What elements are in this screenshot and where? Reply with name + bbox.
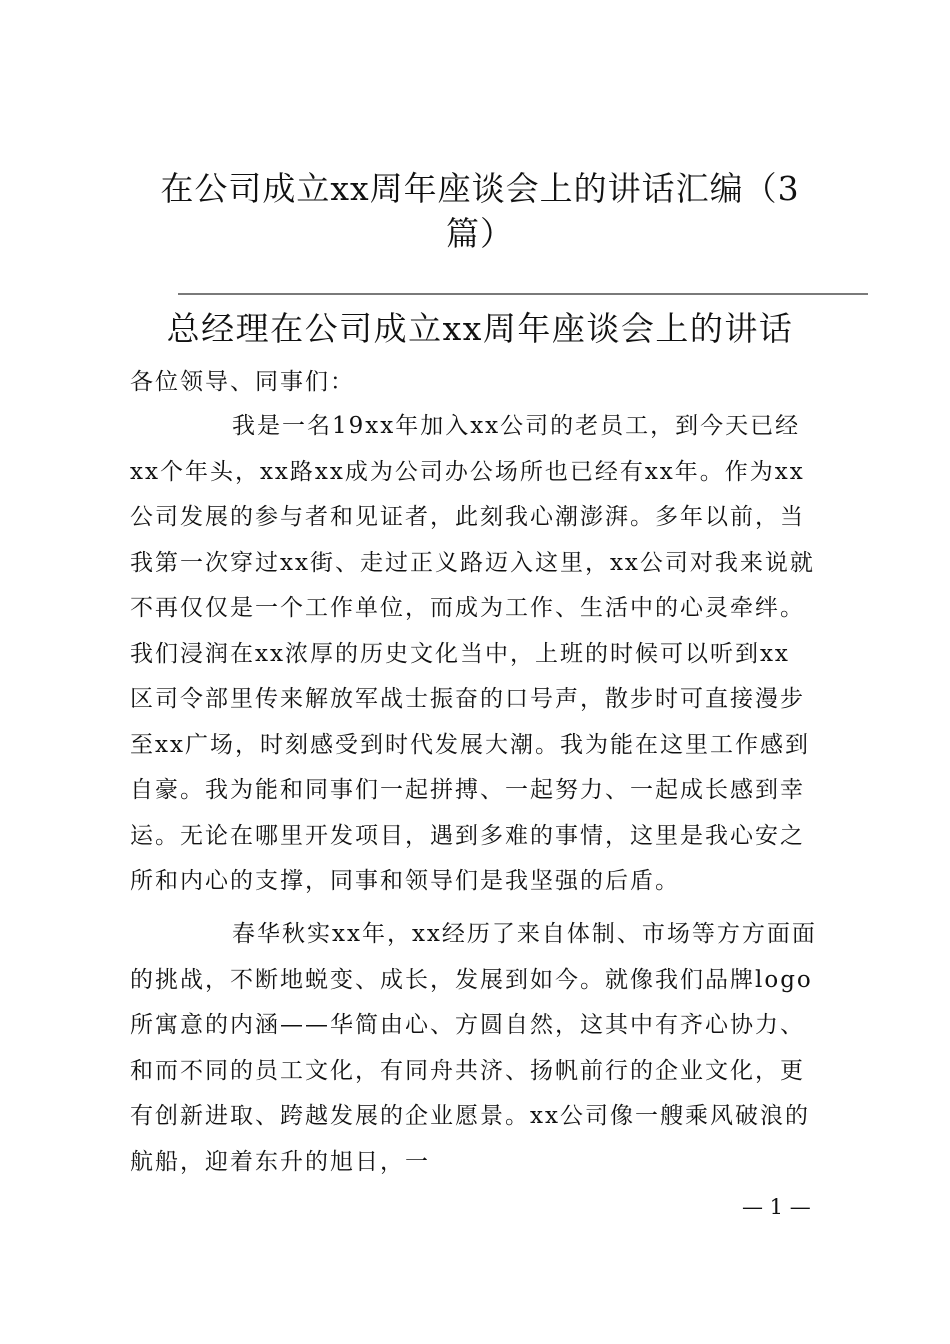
- paragraph-line: 我是一名19xx年加入xx公司的老员工，到今天已经: [232, 413, 801, 439]
- paragraph-line: 至xx广场，时刻感受到时代发展大潮。我为能在这里工作感到: [130, 731, 810, 758]
- speech-title: 总经理在公司成立xx周年座谈会上的讲话: [166, 309, 794, 348]
- title-divider: [178, 293, 868, 295]
- paragraph-1: [130, 404, 830, 905]
- paragraph-2: [130, 912, 830, 1185]
- paragraph-line: 春华秋实xx年，xx经历了来自体制、市场等方方面面: [232, 921, 817, 947]
- paragraph-line: xx个年头，xx路xx成为公司办公场所也已经有xx年。作为xx: [130, 458, 805, 485]
- page-number: — 1 —: [742, 1195, 811, 1219]
- paragraph-line: 的挑战，不断地蜕变、成长，发展到如今。就像我们品牌logo: [130, 966, 813, 993]
- document-title-line-2: 篇）: [446, 214, 514, 253]
- paragraph-line: 我们浸润在xx浓厚的历史文化当中，上班的时候可以听到xx: [130, 640, 790, 667]
- document-title: [130, 166, 830, 256]
- paragraph-line: 不再仅仅是一个工作单位，而成为工作、生活中的心灵牵绊。: [130, 595, 805, 621]
- salutation: 各位领导、同事们：: [130, 369, 355, 395]
- paragraph-line: 所寓意的内涵——华简由心、方圆自然，这其中有齐心协力、: [130, 1012, 805, 1038]
- paragraph-line: 运。无论在哪里开发项目，遇到多难的事情，这里是我心安之: [130, 822, 805, 849]
- paragraph-line: 和而不同的员工文化，有同舟共济、扬帆前行的企业文化，更: [130, 1057, 805, 1084]
- paragraph-line: 公司发展的参与者和见证者，此刻我心潮澎湃。多年以前，当: [130, 504, 805, 530]
- paragraph-line: 我第一次穿过xx街、走过正义路迈入这里，xx公司对我来说就: [130, 549, 815, 576]
- paragraph-line: 所和内心的支撑，同事和领导们是我坚强的后盾。: [130, 868, 680, 894]
- paragraph-line: 航船，迎着东升的旭日，一: [130, 1148, 430, 1175]
- paragraph-line: 区司令部里传来解放军战士振奋的口号声，散步时可直接漫步: [130, 686, 805, 712]
- paragraph-line: 有创新进取、跨越发展的企业愿景。xx公司像一艘乘风破浪的: [130, 1103, 810, 1129]
- document-title-line-1: 在公司成立xx周年座谈会上的讲话汇编（3: [160, 169, 800, 208]
- paragraph-line: 自豪。我为能和同事们一起拼搏、一起努力、一起成长感到幸: [130, 777, 805, 803]
